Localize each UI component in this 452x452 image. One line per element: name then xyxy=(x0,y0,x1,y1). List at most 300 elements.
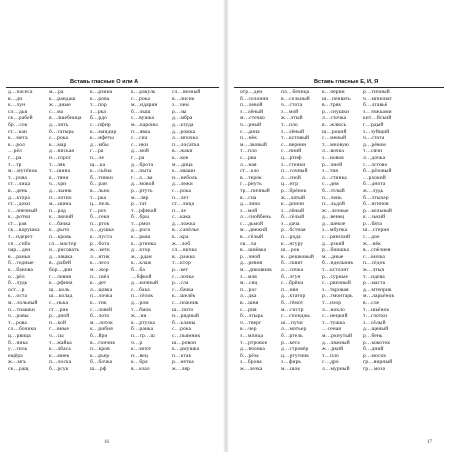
word-blank: с…ма xyxy=(49,108,64,115)
word-blank: с…пожник xyxy=(172,300,199,306)
word-blank: к…рибня xyxy=(90,326,113,333)
word-blank: р…зы xyxy=(172,108,187,115)
word-blank: …рхокий xyxy=(363,174,386,181)
word-blank: п…рад xyxy=(49,207,66,214)
word-blank: к…нгуру xyxy=(281,240,304,247)
word-blank: б…ртель xyxy=(281,332,303,339)
word-blank: д…венец xyxy=(322,214,345,221)
word-blank: ещёра xyxy=(8,352,23,359)
word-blank: м…мутёнок xyxy=(8,168,38,175)
word-blank: л…нтик xyxy=(90,253,110,260)
word-blank: с…пфир xyxy=(90,121,111,128)
word-blank: т…кстолит xyxy=(322,267,349,274)
word-blank: м…шина xyxy=(49,201,72,208)
word-blank: н…сорог xyxy=(49,154,72,161)
word-blank: б…сёлый xyxy=(281,214,305,221)
word-blank: с…вернин xyxy=(281,141,307,148)
word-blank: б…рсук xyxy=(49,365,69,372)
word-blank: т…рова xyxy=(8,319,27,326)
word-blank: б…йри xyxy=(90,332,108,339)
word-blank: ж…кетк xyxy=(90,247,110,254)
word-blank: б…лыш xyxy=(131,108,151,115)
word-column xyxy=(8,89,45,373)
word-blank: д…ктатор xyxy=(281,293,306,300)
word-blank: б…ранка xyxy=(131,326,154,333)
word-blank: к…ртузка xyxy=(131,319,155,326)
word-blank: с…дня xyxy=(322,181,339,188)
word-blank: ст…рая xyxy=(8,220,27,227)
word-blank: л…сточка xyxy=(322,115,347,122)
word-blank: м…дные xyxy=(322,253,344,260)
word-blank: п…тнашки xyxy=(8,306,35,313)
word-blank: з…рка xyxy=(90,108,106,115)
word-blank: п…кров xyxy=(90,346,110,353)
word-blank: с…рня xyxy=(240,306,257,313)
word-blank: в…день xyxy=(8,187,28,194)
word-blank: в…чер xyxy=(240,326,257,333)
word-blank: л…ная xyxy=(240,161,257,168)
word-blank: д…ктуда xyxy=(172,121,194,128)
word-blank: л…сной xyxy=(281,174,301,181)
word-blank: з…брова xyxy=(240,359,262,366)
word-blank: с…рока xyxy=(131,95,151,102)
word-blank: …рёл xyxy=(8,148,22,155)
word-blank: д…ктор xyxy=(131,247,151,254)
word-blank: д…льник xyxy=(49,187,72,194)
word-blank: ж…рдан xyxy=(131,253,152,260)
word-blank: п…свёл xyxy=(90,273,110,280)
word-blank: в…сапёлье xyxy=(172,227,199,234)
word-blank: б…рёза xyxy=(240,352,259,359)
word-blank: д…ляшка xyxy=(49,253,73,260)
word-blank: п…сёлок xyxy=(131,293,154,300)
right-page-title: Вставь гласные Е, И, Я xyxy=(314,79,379,85)
word-blank: к…банова xyxy=(8,267,33,274)
word-blank: т…ртровое xyxy=(240,339,268,346)
word-blank: н…неболь xyxy=(172,174,198,181)
word-blank: б…лтырь xyxy=(240,313,264,320)
word-blank: р…бнишка xyxy=(322,247,350,254)
word-blank: к…мета xyxy=(8,135,28,142)
left-header-rule xyxy=(6,87,219,88)
word-blank: к…пыта xyxy=(131,168,152,175)
word-blank: м…двежий xyxy=(240,227,268,234)
word-blank: ск…ворушка xyxy=(8,227,40,234)
word-blank: р…бстная xyxy=(281,227,306,234)
word-blank: ж…лтый xyxy=(281,115,303,122)
word-blank: с…дина xyxy=(240,128,260,135)
word-blank: з…фирь xyxy=(281,359,302,366)
word-blank: п…лотно xyxy=(49,194,72,201)
word-blank: б…бры xyxy=(131,214,150,221)
word-blank: р…кета xyxy=(281,339,300,346)
word-blank: б…сквит xyxy=(281,260,304,267)
word-blank: ч…рный xyxy=(240,121,262,128)
word-blank: к…мпот xyxy=(131,346,152,353)
word-blank: р…сла xyxy=(172,280,189,287)
word-blank: д…ром xyxy=(131,300,149,306)
word-blank: б…ника xyxy=(8,339,28,346)
word-blank: п…ле xyxy=(172,207,187,214)
word-blank: д…мбы xyxy=(90,141,109,148)
word-blank: р…маста xyxy=(363,280,386,287)
word-column xyxy=(90,89,127,373)
word-blank: к…рьер xyxy=(90,352,110,359)
word-blank: к…кое xyxy=(172,154,189,161)
word-blank: ж…лезка xyxy=(240,365,263,372)
word-blank: к…ртинка xyxy=(131,240,156,247)
word-blank: м…ляр xyxy=(131,194,149,201)
word-blank: с…меный xyxy=(322,135,347,142)
word-blank: п…ле xyxy=(90,154,105,161)
word-blank: к…дет xyxy=(90,280,107,287)
word-blank: сл…вичка xyxy=(172,247,197,254)
word-blank: щ…ка xyxy=(90,161,106,168)
word-blank: п…лень xyxy=(322,194,342,201)
word-blank: т…пло xyxy=(240,148,257,155)
word-blank: о…рёл xyxy=(8,273,25,280)
word-blank: бор…дин xyxy=(49,267,73,274)
word-blank: л…сичка xyxy=(281,267,304,274)
word-blank: д…лина xyxy=(240,201,260,208)
word-blank: к…зький xyxy=(363,214,386,221)
word-blank: г…вные xyxy=(49,326,70,333)
word-blank: ш…пенвать xyxy=(322,95,351,102)
right-header-rule xyxy=(234,87,444,88)
word-blank: с…нки xyxy=(131,141,148,148)
word-blank: пл…бечица xyxy=(281,89,310,95)
word-blank: т…пор xyxy=(90,102,107,109)
word-blank: ж…лудь xyxy=(363,187,384,194)
word-blank: р…чной xyxy=(240,253,261,260)
word-blank: г…ловня xyxy=(49,273,72,280)
word-blank: к…мыши xyxy=(172,168,196,175)
word-blank: д…брота xyxy=(131,161,154,168)
word-blank: з…сёлый xyxy=(363,319,386,326)
word-blank: ш…пито xyxy=(172,306,194,313)
word-blank: п…рток xyxy=(90,220,110,227)
word-blank: б…гатырь xyxy=(49,128,75,135)
word-blank: б…годные xyxy=(8,260,34,267)
word-blank: ск…рабей xyxy=(8,115,33,122)
word-column xyxy=(131,89,168,373)
word-blank: с…вичка xyxy=(363,253,385,260)
word-blank: к…мнек xyxy=(49,352,70,359)
word-blank: сл…мастер xyxy=(49,240,77,247)
word-blank: з…новоя xyxy=(322,154,344,161)
word-blank: т…рова xyxy=(8,174,27,181)
word-blank: л…цовка xyxy=(90,286,113,293)
word-blank: м…сяц xyxy=(240,280,258,287)
word-blank: к…лесо xyxy=(90,260,110,267)
word-blank: р…кокоток xyxy=(363,339,391,346)
word-blank: с…нецкий xyxy=(322,313,348,320)
word-blank: г…ра xyxy=(90,148,104,155)
word-blank: п…сочный xyxy=(281,168,308,175)
word-blank: л…снойбень xyxy=(240,214,271,221)
word-blank: с…рока xyxy=(172,326,192,333)
word-blank: б…лгун xyxy=(281,273,301,280)
word-blank: в…гончик xyxy=(90,339,116,346)
word-blank: к…рол xyxy=(8,141,25,148)
word-blank: ч…ровы xyxy=(8,313,29,320)
word-blank: ц…рвица xyxy=(8,332,31,339)
word-blank: м…лковый xyxy=(240,141,267,148)
word-blank: д…мбра xyxy=(172,115,193,122)
word-blank: г…рнуть xyxy=(240,181,262,188)
word-blank: д…рога xyxy=(131,227,151,234)
word-blank: с…лстово xyxy=(363,161,388,168)
word-blank: ж…латый xyxy=(281,194,306,201)
word-blank: ст…рик xyxy=(49,306,69,313)
word-blank: т…кстовый xyxy=(281,135,310,142)
left-word-columns xyxy=(8,89,206,373)
word-blank: л…мурный xyxy=(322,365,350,372)
word-blank: в…сна xyxy=(240,194,257,201)
word-blank: в…терок xyxy=(240,174,262,181)
word-blank: л…душка xyxy=(90,227,114,234)
word-blank: ц…ртиф xyxy=(281,154,302,161)
word-blank: ст…лица xyxy=(172,201,195,208)
word-blank: д…ниская xyxy=(49,148,74,155)
word-blank: з…зуйщий xyxy=(363,128,390,135)
word-blank: д…кичный xyxy=(131,280,159,287)
word-blank: т…бмок xyxy=(131,306,152,313)
word-blank: м…зольный xyxy=(8,300,38,306)
word-blank: ж…ркий xyxy=(322,346,344,353)
word-blank: в…лисик xyxy=(172,95,195,102)
word-blank: к…лбаса xyxy=(49,346,71,353)
word-blank: гр…моза xyxy=(363,365,386,372)
word-blank: с…нька xyxy=(49,300,69,306)
word-blank: т…ктор xyxy=(172,260,191,267)
word-blank: ст…кло xyxy=(240,168,260,175)
word-blank: б…лтавьё xyxy=(363,102,388,109)
word-blank: б…зтлый xyxy=(322,187,345,194)
word-blank: з…мой xyxy=(281,108,299,115)
word-blank: б…селонни xyxy=(240,95,269,102)
word-blank: с…дро xyxy=(322,359,339,366)
word-blank: м…ндарин xyxy=(131,102,158,109)
word-blank: л…нокло xyxy=(322,306,345,313)
word-blank: в…тряк xyxy=(322,102,342,109)
word-blank: к…бра xyxy=(131,359,148,366)
word-blank: з…тяжками xyxy=(363,108,392,115)
word-blank: м…кароны xyxy=(131,121,158,128)
word-blank: л…стинка xyxy=(322,174,347,181)
word-blank: м…диковник xyxy=(240,267,273,274)
word-blank: к…рзина xyxy=(90,89,113,95)
word-blank: п…лосатка xyxy=(172,141,200,148)
word-blank: в…шнёвка xyxy=(240,247,267,254)
word-blank: в…спёлиев xyxy=(363,247,391,254)
word-blank: с…бачка xyxy=(49,220,71,227)
word-blank: сл…дья xyxy=(8,108,28,115)
word-blank: …сеная xyxy=(322,326,341,333)
word-blank: …бфкой xyxy=(131,273,152,280)
word-blank: д…стровёр xyxy=(281,346,309,353)
word-blank: м…лоток xyxy=(90,319,113,326)
word-column xyxy=(240,89,277,373)
word-column xyxy=(363,89,400,373)
word-blank: г…л…ва xyxy=(131,174,153,181)
word-blank: т…жайка xyxy=(49,339,72,346)
word-blank: б…дний xyxy=(363,346,384,353)
word-column xyxy=(281,89,318,373)
word-blank: в…льно xyxy=(90,187,110,194)
word-blank: ч…тверг xyxy=(240,319,262,326)
word-blank: т…глотки xyxy=(363,313,388,320)
word-blank: т…пло xyxy=(322,352,339,359)
word-blank: с…сна xyxy=(131,135,148,142)
word-blank: с…нний xyxy=(281,148,302,155)
word-blank: ш…ровон xyxy=(172,339,197,346)
word-blank: ж…нёк xyxy=(363,240,381,247)
word-blank: в…шня xyxy=(240,300,259,306)
word-blank: р…тат xyxy=(131,201,147,208)
word-blank: т…рмоз xyxy=(131,220,151,227)
word-blank: з…лёный xyxy=(281,207,305,214)
word-blank: св…ча xyxy=(240,240,257,247)
word-blank: з…мой xyxy=(240,207,258,214)
word-blank: к…лючий xyxy=(49,214,74,221)
word-blank: к…тяни xyxy=(49,174,69,181)
word-blank: т…сячи xyxy=(363,148,383,155)
word-blank: б…тинки xyxy=(90,174,113,181)
right-page-number: 17 xyxy=(427,440,432,445)
word-blank: р…дной xyxy=(49,313,70,320)
word-blank: кит…йский xyxy=(363,115,392,122)
word-blank: д…лить xyxy=(49,121,69,128)
word-blank: п…рог xyxy=(240,286,257,293)
word-blank: м…дица xyxy=(172,161,193,168)
word-blank: п…ктак xyxy=(172,352,192,359)
word-blank: д…мовой xyxy=(131,181,155,188)
word-blank: отр…ден xyxy=(240,89,263,95)
word-blank: с…рвизный xyxy=(322,280,351,287)
word-blank: д…ляжный xyxy=(322,339,350,346)
word-blank: д…вчонка xyxy=(240,346,265,353)
word-blank: ж…ни xyxy=(131,313,147,320)
word-blank: т…рфекой xyxy=(131,207,157,214)
word-blank: р…кельный xyxy=(363,207,392,214)
word-blank: п…явка xyxy=(131,128,151,135)
right-word-columns xyxy=(240,89,400,373)
word-blank: з…ткровая xyxy=(322,286,349,293)
word-blank: д…шевле xyxy=(322,220,346,227)
word-blank: к…нфеты xyxy=(90,135,114,142)
word-blank: к…рандаш xyxy=(49,95,76,102)
word-blank: р…нетка xyxy=(172,359,194,366)
word-blank: р…бень xyxy=(363,332,383,339)
word-blank: т…рка xyxy=(90,194,107,201)
word-blank: ш…рок xyxy=(281,247,300,254)
word-blank: з…дача xyxy=(281,220,300,227)
word-blank: с…рока xyxy=(172,187,192,194)
word-blank: н…рядный xyxy=(172,313,199,320)
word-blank: л…мпочка xyxy=(172,135,198,142)
word-blank: в…решковый xyxy=(281,253,314,260)
word-blank: ш…колад xyxy=(49,293,73,300)
word-blank: сл…везный xyxy=(172,89,201,95)
word-blank: с…кака xyxy=(172,214,191,221)
word-blank: б…секи xyxy=(90,214,110,221)
word-blank: р…бята xyxy=(363,220,382,227)
word-blank: м…шок xyxy=(281,365,301,372)
left-page-title: Вставь гласные О или А xyxy=(70,79,139,85)
word-blank: г…рдый xyxy=(363,121,384,128)
word-blank: д…лежи xyxy=(172,181,193,188)
word-column xyxy=(172,89,206,373)
word-blank: с…рва xyxy=(240,154,257,161)
word-blank: д…рёвом xyxy=(363,141,386,148)
word-blank: чар…деи xyxy=(8,247,31,254)
word-blank: щ…коль xyxy=(49,286,70,293)
word-blank: ск…ращ xyxy=(8,365,29,372)
word-blank: д…щеный xyxy=(363,326,389,333)
word-blank: д…мой xyxy=(131,148,149,155)
word-blank: в…жлюсь xyxy=(322,121,347,128)
word-blank: ч…хри xyxy=(49,181,67,188)
word-blank: б…нгинов xyxy=(363,201,389,208)
word-blank: бр…сок xyxy=(8,121,28,128)
word-blank: с…рока xyxy=(49,135,69,142)
word-blank: б…лудь xyxy=(8,280,28,287)
word-blank: д…ктора xyxy=(8,194,30,201)
word-blank: в…рабей xyxy=(49,260,72,267)
word-blank: м…стечко xyxy=(240,115,265,122)
word-blank: п…гр…ш xyxy=(131,332,155,339)
word-blank: к…ракуль xyxy=(131,89,156,95)
word-blank: ж…дные xyxy=(49,102,71,109)
word-blank: тр…пичный xyxy=(240,187,270,194)
word-blank: т…ндерет xyxy=(8,234,33,241)
word-blank: в…жаки xyxy=(172,148,193,155)
word-blank: ц…ртутник xyxy=(281,352,310,359)
word-blank: л…дочка xyxy=(363,154,386,161)
word-blank: ш…рф xyxy=(90,365,107,372)
word-blank: т…пло xyxy=(281,121,298,128)
word-blank: п…левой xyxy=(240,102,263,109)
word-blank: р…кет xyxy=(172,267,189,274)
word-blank: м…ркнутый xyxy=(322,332,353,339)
word-column xyxy=(49,89,86,373)
word-blank: п…лет xyxy=(172,194,189,201)
word-blank: сп…сибо xyxy=(8,240,31,247)
word-blank: р…сурные xyxy=(322,273,348,280)
word-blank: д…рзкий xyxy=(322,240,345,247)
word-blank: з…мбунка xyxy=(322,227,348,234)
word-blank: б…ран xyxy=(90,181,107,188)
word-blank: з…стенки xyxy=(281,161,306,168)
word-blank: к…ротки xyxy=(8,214,31,221)
word-blank: р…тичный xyxy=(363,89,390,95)
word-blank: д…ложка xyxy=(172,220,196,227)
word-blank: в…лшебница xyxy=(49,115,82,122)
word-blank: к…шелёк xyxy=(172,293,196,300)
word-blank: л…мотьер xyxy=(281,326,307,333)
word-blank: б…ндельник xyxy=(322,260,354,267)
word-blank: д…рожка xyxy=(172,128,196,135)
word-blank: у…гиль xyxy=(8,346,28,353)
word-blank: к…клаж xyxy=(131,260,152,267)
word-blank: д…ревня xyxy=(240,260,263,267)
word-blank: л…дка xyxy=(240,293,257,300)
word-blank: з…лёный xyxy=(281,128,305,135)
word-blank: б…бочка xyxy=(90,359,113,366)
word-blank: ч…мпионат xyxy=(363,95,392,102)
word-blank: з…чем xyxy=(172,102,189,109)
